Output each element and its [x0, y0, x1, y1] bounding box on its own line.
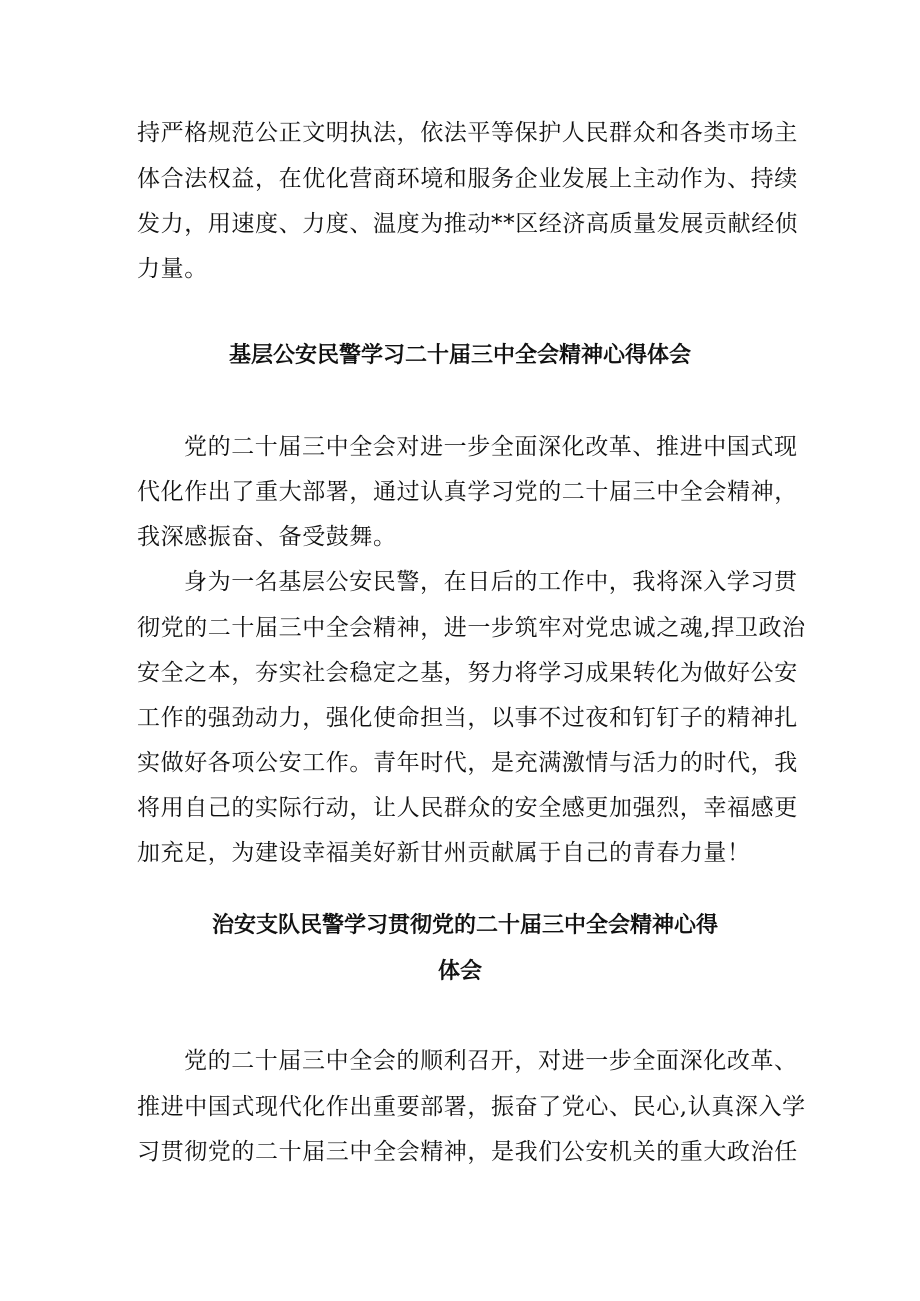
article2-title-line-2: 体会 — [437, 959, 482, 984]
intro-line-3: 发力，用速度、力度、温度为推动**区经济高质量发展贡献经侦 — [137, 211, 799, 237]
article1-p2-line-2: 彻党的二十届三中全会精神，进一步筑牢对党忠诚之魂,捍卫政治 — [137, 615, 806, 641]
intro-line-1: 持严格规范公正文明执法，依法平等保护人民群众和各类市场主 — [137, 120, 798, 146]
article2-title-line-1: 治安支队民警学习贯彻党的二十届三中全会精神心得 — [211, 913, 718, 938]
article1-p2-line-3: 安全之本，夯实社会稳定之基，努力将学习成果转化为做好公安 — [137, 660, 798, 686]
intro-line-2: 体合法权益，在优化营商环境和服务企业发展上主动作为、持续 — [137, 166, 798, 192]
intro-line-4: 力量。 — [137, 256, 208, 282]
article1-p2-line-6: 将用自己的实际行动，让人民群众的安全感更加强烈，幸福感更 — [137, 795, 798, 821]
article1-title: 基层公安民警学习二十届三中全会精神心得体会 — [228, 343, 691, 368]
article1-p1-line-1: 党的二十届三中全会对进一步全面深化改革、推进中国式现 — [184, 434, 798, 460]
article1-p1-line-3: 我深感振奋、备受鼓舞。 — [137, 524, 397, 550]
article2-p1-line-2: 推进中国式现代化作出重要部署，振奋了党心、民心,认真深入学 — [137, 1094, 806, 1120]
article2-p1-line-1: 党的二十届三中全会的顺利召开，对进一步全面深化改革、 — [184, 1048, 798, 1074]
article2-p1-line-3: 习贯彻党的二十届三中全会精神，是我们公安机关的重大政治任 — [137, 1139, 798, 1165]
article1-p2-line-1: 身为一名基层公安民警，在日后的工作中，我将深入学习贯 — [184, 569, 798, 595]
article1-p2-line-4: 工作的强劲动力，强化使命担当，以事不过夜和钉钉子的精神扎 — [137, 705, 798, 731]
article1-p1-line-2: 代化作出了重大部署，通过认真学习党的二十届三中全会精神， — [137, 479, 798, 505]
article1-p2-line-7: 加充足，为建设幸福美好新甘州贡献属于自己的青春力量！ — [137, 840, 751, 866]
article1-p2-line-5: 实做好各项公安工作。青年时代，是充满激情与活力的时代，我 — [137, 750, 798, 776]
